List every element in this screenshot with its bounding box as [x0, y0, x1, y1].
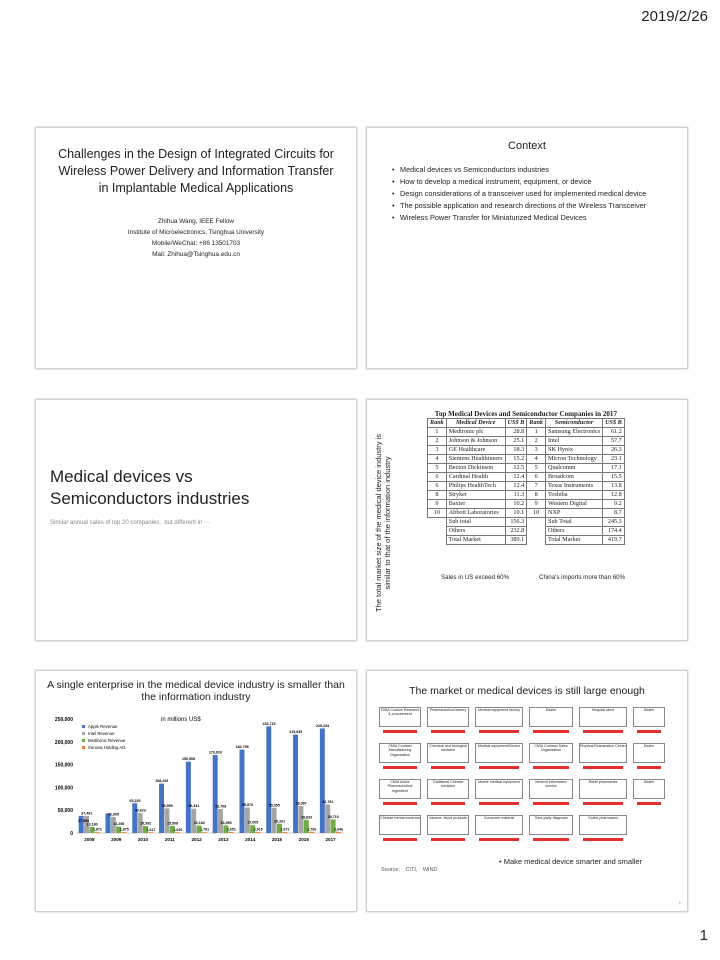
y-tick-label: 50,000 [57, 808, 73, 815]
bar [159, 784, 164, 833]
x-tick-label: 2012 [191, 837, 202, 842]
table-cell: 1 [428, 428, 447, 437]
table-header-cell: Medical Device [446, 419, 505, 428]
chain-box: Consumer material [475, 815, 523, 835]
data-label: 2,646 [334, 827, 344, 832]
table-header-cell: Rank [527, 419, 546, 428]
legend-label: Sonova Holding AG [88, 745, 126, 750]
data-label: 1,617 [146, 827, 156, 832]
table-header-cell: Rank [428, 419, 447, 428]
table-cell: 8 [428, 491, 447, 500]
bar [239, 750, 244, 833]
chain-box: CMIA Contract Sales Organization [529, 743, 573, 763]
data-label: 16,184 [193, 821, 205, 826]
chain-link-bar [637, 766, 661, 769]
table-body [428, 428, 625, 545]
slide-section [35, 399, 357, 641]
legend-swatch [82, 739, 85, 742]
table-cell: SK Hynix [546, 446, 603, 455]
chain-link-bar [431, 802, 465, 805]
table-cell: 6 [527, 473, 546, 482]
bar [282, 832, 287, 833]
chain-link-bar [431, 730, 465, 733]
table-cell: 1 [527, 428, 546, 437]
table-cell: 2 [527, 437, 546, 446]
table-cell: 57.7 [603, 437, 625, 446]
table-row [428, 437, 625, 446]
table-header-cell: Semiconductor [546, 419, 603, 428]
table-summary-cell: Others [446, 527, 505, 536]
phone: Mobile/WeChat: +86 13501703 [151, 240, 241, 247]
table-cell: NXP [546, 509, 603, 518]
chain-link-bar [383, 766, 417, 769]
table-cell: Siemens Healthineers [446, 455, 505, 464]
table-cell: Toshiba [546, 491, 603, 500]
table-cell: Johnson & Johnson [446, 437, 505, 446]
table-row [428, 464, 625, 473]
table-row [428, 491, 625, 500]
note-china: China's imports more than 60% [539, 574, 626, 581]
table-summary-cell: Others [546, 527, 603, 536]
x-tick-label: 2015 [271, 837, 283, 842]
chain-box: CMIA Active Pharmaceutical Ingredient [379, 779, 421, 799]
data-label: 1,875 [119, 827, 129, 832]
section-subtitle: Similar annual sales of top 20 companies , but different in ··· [50, 520, 210, 526]
context-item: • How to develop a medical instrument, equipment, or device [391, 177, 671, 186]
data-label: 182,795 [235, 745, 249, 750]
source-note: Source： CITI， WIND [381, 867, 438, 873]
table-cell: Philips HealthTech [446, 482, 505, 491]
x-tick-label: 2011 [164, 837, 175, 842]
table-cell: Texas Instruments [546, 482, 603, 491]
x-tick-label: 2017 [325, 837, 336, 842]
table-cell: 17.1 [603, 464, 625, 473]
x-tick-label: 2008 [84, 837, 95, 842]
data-label: 53,341 [188, 804, 200, 809]
data-label: 15,392 [140, 821, 152, 826]
x-tick-label: 2014 [245, 837, 256, 842]
chain-box: Dealer [633, 743, 665, 763]
table-header-cell: US$ B [505, 419, 527, 428]
data-label: 108,249 [155, 779, 169, 784]
x-tick-label: 2010 [137, 837, 149, 842]
data-label: 43,623 [134, 808, 146, 813]
data-label: 62,761 [322, 799, 334, 804]
chain-box: CMIA Custom Research & procurement [379, 707, 421, 727]
data-label: 28,833 [300, 815, 312, 820]
chain-link-bar [583, 802, 623, 805]
bar [186, 762, 191, 833]
page-number: 1 [699, 927, 708, 944]
data-label: 156,508 [182, 757, 196, 762]
table-cell: 12.4 [505, 473, 527, 482]
table-cell: 10 [527, 509, 546, 518]
bar [320, 728, 325, 833]
data-label: 15,508 [166, 821, 178, 826]
data-label: 42,905 [108, 812, 120, 817]
context-item: • Wireless Power Transfer for Miniaturized Medical Devices [391, 213, 671, 222]
legend-swatch [82, 732, 85, 735]
table-cell: 15.5 [603, 473, 625, 482]
bar [202, 832, 207, 833]
author: Zhihua Wang, IEEE Fellow [157, 218, 235, 225]
table-cell: Cardinal Health [446, 473, 505, 482]
slide-number: 6 [678, 900, 681, 905]
table-cell: 6 [428, 473, 447, 482]
table-cell: 10.2 [505, 500, 527, 509]
mail: Mail: Zhihua@Tsinghua.edu.cn [152, 251, 240, 258]
table-cell: Micron Technology [546, 455, 603, 464]
table-summary-cell: Sub Total [546, 518, 603, 527]
side-note: The total market size of the medical device industry is similar to that of the information industry [374, 434, 392, 612]
table-cell: 12.5 [505, 464, 527, 473]
table-row [428, 446, 625, 455]
chain-link-bar [533, 838, 569, 841]
table-cell: 10 [428, 509, 447, 518]
chain-box: Vaccine, blood products [427, 815, 469, 835]
table-cell: Medtronic plc [446, 428, 505, 437]
data-label: 1,871 [92, 827, 102, 832]
context-item: • Design considerations of a transceiver used for implemented medical device [391, 189, 671, 198]
bar [229, 832, 234, 833]
table-cell: GE Healthcare [446, 446, 505, 455]
table-cell: Becton Dickinson [446, 464, 505, 473]
table-cell: Intel [546, 437, 603, 446]
page-date: 2019/2/26 [641, 8, 708, 25]
table-cell: 13.8 [603, 482, 625, 491]
table-cell: 9.2 [603, 500, 625, 509]
chain-link-bar [583, 838, 623, 841]
data-label: 55,355 [268, 803, 280, 808]
data-label: 2,015 [253, 827, 263, 832]
bar [175, 832, 180, 833]
chain-link-bar [431, 766, 465, 769]
market-bullet: • Make medical device smarter and smaller [499, 857, 643, 866]
slide-market [366, 670, 688, 912]
table-row [428, 500, 625, 509]
chain-box: Chemical and biological medicine [427, 743, 469, 763]
chain-box: Dealer [633, 707, 665, 727]
chain-link-bar [533, 766, 569, 769]
bar [298, 806, 303, 833]
context-list [391, 165, 671, 225]
table-cell: 10.1 [505, 509, 527, 518]
chain-link-bar [479, 766, 519, 769]
table-summary-cell: Total Market [446, 536, 505, 545]
table-summary-row [428, 527, 625, 536]
bar [122, 832, 127, 833]
table-cell: Baxter [446, 500, 505, 509]
chain-box: Pharmaceutical factory [427, 707, 469, 727]
data-label: 52,708 [215, 804, 227, 809]
slide-title [35, 127, 357, 369]
table-cell: 12.4 [505, 482, 527, 491]
slide-title-heading: Challenges in the Design of Integrated Circuits for Wireless Power Delivery and Information Transfer in Implantable Medical Applications [58, 147, 334, 195]
chain-link-bar [479, 838, 519, 841]
table-summary-row [428, 518, 625, 527]
x-tick-label: 2016 [298, 837, 309, 842]
bar [336, 832, 341, 833]
table-cell: 28.8 [505, 428, 527, 437]
bar [309, 832, 314, 833]
bar [148, 832, 153, 833]
chain-box: Medical equipment/Device [475, 743, 523, 763]
legend-label: Medtronic Revenue [88, 738, 126, 743]
table-cell: 2 [428, 437, 447, 446]
table-cell: Samsung Electronics [546, 428, 603, 437]
table-header [428, 419, 625, 428]
data-label: 17,005 [247, 820, 259, 825]
industry-chain-diagram [379, 707, 679, 849]
bar [256, 832, 261, 833]
table-cell: 9 [527, 500, 546, 509]
companies-table-wrap [427, 410, 625, 545]
table-cell: 15.2 [505, 455, 527, 464]
data-label: 65,225 [129, 798, 141, 803]
table-summary-row [428, 536, 625, 545]
chain-link-bar [637, 730, 661, 733]
chain-box: Retail pharmacies [579, 779, 627, 799]
y-tick-label: 200,000 [54, 739, 73, 746]
chain-link-bar [533, 802, 569, 805]
y-tick-label: 100,000 [54, 785, 73, 792]
table-row [428, 455, 625, 464]
chain-link-bar [533, 730, 569, 733]
bar [266, 726, 271, 833]
bar [213, 755, 218, 833]
table-cell: 5 [527, 464, 546, 473]
chart-title: in millions US$ [161, 717, 201, 723]
data-label: 215,639 [289, 730, 303, 735]
context-title: Context [508, 140, 546, 152]
table-cell: 4 [428, 455, 447, 464]
note-us: Sales in US exceed 60% [441, 574, 510, 581]
data-label: 1,791 [200, 827, 210, 832]
data-label: 229,234 [316, 723, 330, 728]
data-label: 2,072 [280, 827, 290, 832]
table-cell: Abbott Laboratories [446, 509, 505, 518]
table-cell: Stryker [446, 491, 505, 500]
table-cell: 12.8 [603, 491, 625, 500]
table-cell: 8 [527, 491, 546, 500]
table-row [428, 509, 625, 518]
companies-table [427, 410, 625, 545]
context-item: • Medical devices vs Semiconductors industries [391, 165, 671, 174]
slide-revenue-chart [35, 670, 357, 912]
table-cell: 26.3 [603, 446, 625, 455]
table-cell: 4 [527, 455, 546, 464]
y-tick-label: 250,000 [54, 717, 73, 723]
table-cell: 18.3 [505, 446, 527, 455]
revenue-chart [36, 711, 356, 861]
table-cell: 25.1 [505, 437, 527, 446]
chain-box: Dealer [633, 779, 665, 799]
data-label: 29,710 [327, 814, 339, 819]
table-cell: Broadcom [546, 473, 603, 482]
table-cell: 6 [428, 482, 447, 491]
table-summary-cell: Total Market [546, 536, 603, 545]
table-cell: 11.3 [505, 491, 527, 500]
chain-link-bar [431, 838, 465, 841]
chain-link-bar [383, 730, 417, 733]
context-item: • The possible application and research directions of the Wireless Transceiver [391, 201, 671, 210]
chain-link-bar [479, 802, 519, 805]
legend-label: Intel Revenue [88, 731, 115, 736]
data-label: 37,586 [78, 818, 89, 823]
data-label: 1,620 [173, 827, 183, 832]
table-summary-cell: Sub total [446, 518, 505, 527]
chain-link-bar [479, 730, 519, 733]
chart-slide-title: A single enterprise in the medical device industry is smaller than the information industry [47, 679, 345, 703]
data-label: 55,870 [242, 803, 254, 808]
table-cell: 3 [428, 446, 447, 455]
table-cell: 5 [428, 464, 447, 473]
table-cell: 9 [428, 500, 447, 509]
chain-box: Mobile medical equipment [475, 779, 523, 799]
chain-box: Third-party diagnosis [529, 815, 573, 835]
table-row [428, 482, 625, 491]
table-cell: 23.1 [603, 455, 625, 464]
table-cell: 8.7 [603, 509, 625, 518]
chain-link-bar [383, 802, 417, 805]
table-cell: Qualcomm [546, 464, 603, 473]
chain-box: Medical information service [529, 779, 573, 799]
section-title: Medical devices vs Semiconductors industries [50, 467, 250, 508]
table-cell: 3 [527, 446, 546, 455]
table-summary-cell: 232.8 [505, 527, 527, 536]
legend-label: Apple Revenue [88, 724, 118, 729]
data-label: 14,256 [113, 821, 125, 826]
table-row [428, 428, 625, 437]
table-summary-cell: 419.7 [603, 536, 625, 545]
legend-swatch [82, 725, 85, 728]
table-title: Top Medical Devices and Semiconductor Companies in 2017 [434, 410, 618, 418]
data-label: 233,715 [262, 721, 276, 726]
table-summary-cell: 174.4 [603, 527, 625, 536]
table-row [428, 473, 625, 482]
chain-box: CMIA Contract Manufacturing Organization [379, 743, 421, 763]
chain-box: Traditional Chinese medicine [427, 779, 469, 799]
chain-link-bar [383, 838, 417, 841]
table-summary-cell: 156.3 [505, 518, 527, 527]
chain-box: Physical Examination Center [579, 743, 627, 763]
affiliation: Institute of Microelectronics, Tsinghua University [127, 229, 265, 236]
data-label: 170,910 [208, 750, 222, 755]
bar [95, 832, 100, 833]
data-label: 13,180 [86, 822, 98, 827]
data-label: 59,387 [295, 801, 307, 806]
chain-box: Chinese herbal medicine [379, 815, 421, 835]
data-label: 2,051 [226, 827, 236, 832]
table-cell: 61.2 [603, 428, 625, 437]
data-label: 53,999 [161, 803, 173, 808]
chain-box: Hospital client [579, 707, 627, 727]
x-tick-label: 2013 [218, 837, 229, 842]
x-tick-label: 2009 [111, 837, 122, 842]
chain-box: Dealer [529, 707, 573, 727]
slide-top-companies [366, 399, 688, 641]
table-summary-cell: 245.3 [603, 518, 625, 527]
chain-box: Medical equipment factory [475, 707, 523, 727]
data-label: 37,491 [81, 811, 93, 816]
chain-link-bar [583, 730, 623, 733]
market-title: The market or medical devices is still large enough [409, 685, 645, 697]
legend-swatch [82, 746, 85, 749]
data-label: 20,261 [274, 819, 286, 824]
y-tick-label: 150,000 [54, 762, 73, 769]
data-label: 2,706 [307, 827, 317, 832]
y-tick-label: 0 [70, 831, 73, 837]
table-summary-cell: 389.1 [505, 536, 527, 545]
chain-link-bar [637, 802, 661, 805]
market-bullet-text: Make medical device smarter and smaller [503, 857, 643, 866]
slide-context [366, 127, 688, 369]
chain-link-bar [583, 766, 623, 769]
chain-box: Online pharmacies [579, 815, 627, 835]
table-cell: 7 [527, 482, 546, 491]
data-label: 16,590 [220, 820, 232, 825]
bar [293, 735, 298, 833]
table-header-cell: US$ B [603, 419, 625, 428]
table-cell: Western Digital [546, 500, 603, 509]
